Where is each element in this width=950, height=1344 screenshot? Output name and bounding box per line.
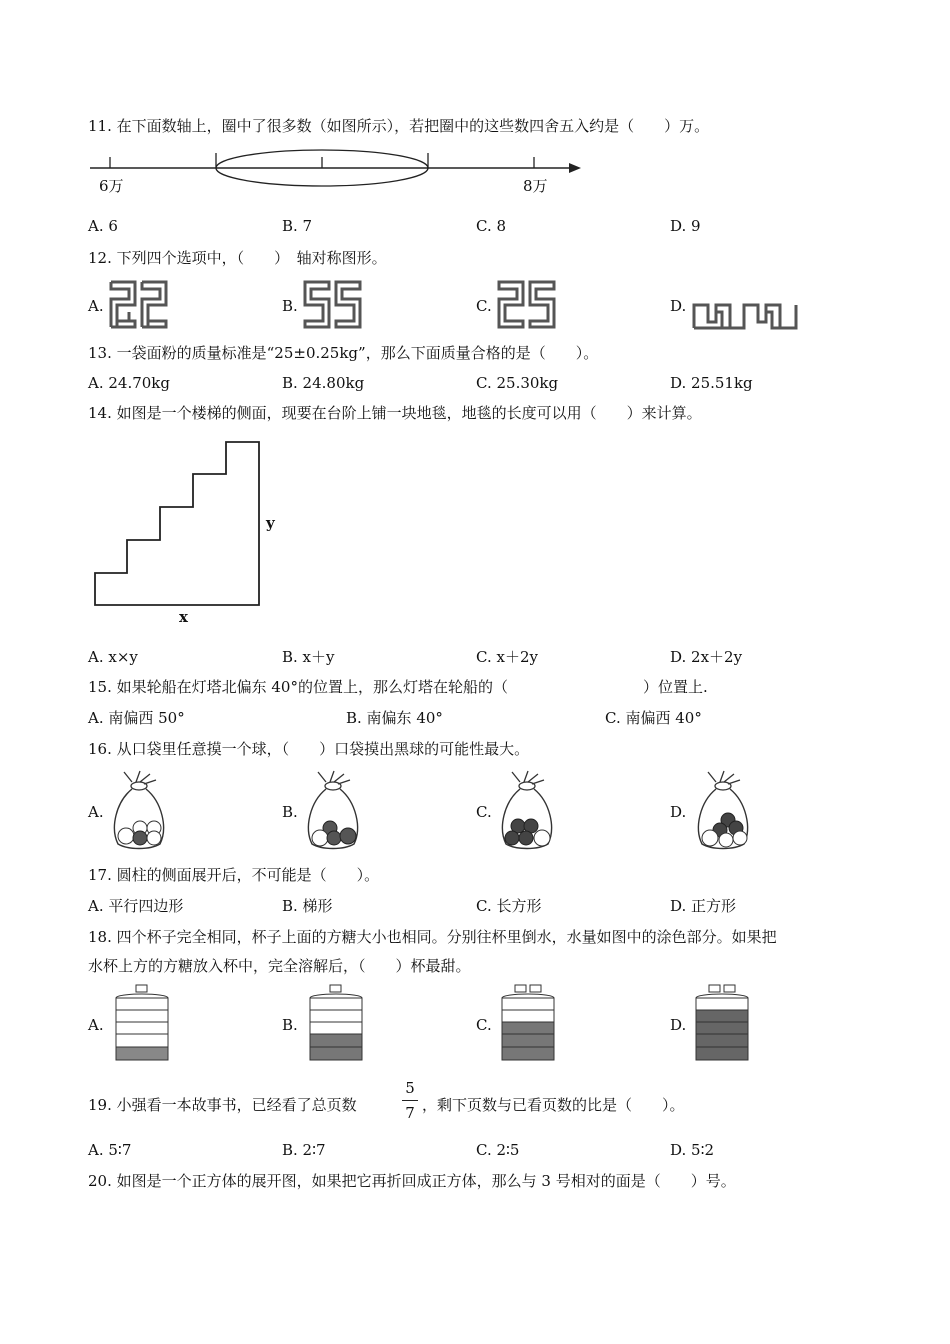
q14-option-a: A. x×y [88, 648, 138, 666]
q11-text: 11. 在下面数轴上，圈中了很多数（如图所示），若把圈中的这些数四舍五入约是（ ）万。 [88, 117, 710, 135]
q16-text: 16. 从口袋里任意摸一个球，（ ）口袋摸出黑球的可能性最大。 [88, 740, 530, 758]
q13-option-a: A. 24.70kg [88, 374, 171, 392]
q15-option-a: A. 南偏西 50° [88, 709, 185, 727]
q19-option-d: D. 5∶2 [670, 1141, 715, 1159]
block-figure-25 [496, 279, 558, 331]
q20-text: 20. 如图是一个正方体的展开图，如果把它再折回成正方体，那么与 3 号相对的面是（ ）号。 [88, 1172, 736, 1190]
q14-option-d: D. 2x＋2y [670, 648, 743, 666]
q12-label-b: B. [282, 297, 298, 315]
q13-option-d: D. 25.51kg [670, 374, 753, 392]
q13-option-b: B. 24.80kg [282, 374, 365, 392]
staircase-figure [94, 440, 264, 608]
cup-figure-c [500, 984, 556, 1064]
q15-option-b: B. 南偏东 40° [346, 709, 443, 727]
bag-figure-c [498, 770, 556, 852]
q16-label-a: A. [88, 803, 104, 821]
axis-right-label: 8万 [523, 177, 548, 195]
q11-option-b: B. 7 [282, 217, 313, 235]
bag-figure-a [110, 770, 168, 852]
q19-fraction-bar [402, 1100, 418, 1101]
q18-text-line1: 18. 四个杯子完全相同，杯子上面的方糖大小也相同。分别往杯里倒水，水量如图中的涂色部分。如果把 [88, 928, 777, 946]
cup-figure-d [694, 984, 750, 1064]
q11-option-a: A. 6 [88, 217, 118, 235]
q19-fraction-denominator: 7 [405, 1104, 415, 1122]
q13-text: 13. 一袋面粉的质量标准是“25±0.25kg”，那么下面质量合格的是（ ）。 [88, 344, 599, 362]
q14-text: 14. 如图是一个楼梯的侧面，现要在台阶上铺一块地毯，地毯的长度可以用（ ）来计算。 [88, 404, 702, 422]
cup-figure-b [308, 984, 364, 1064]
q17-option-c: C. 长方形 [476, 897, 542, 915]
q15-text: 15. 如果轮船在灯塔北偏东 40°的位置上，那么灯塔在轮船的（ ）位置上. [88, 678, 708, 696]
block-figure-55 [302, 279, 364, 331]
q16-label-b: B. [282, 803, 298, 821]
block-figure-22 [108, 279, 170, 331]
bag-figure-d [692, 770, 754, 852]
q17-option-a: A. 平行四边形 [88, 897, 184, 915]
q19-text-before: 19. 小强看一本故事书，已经看了总页数 [88, 1096, 357, 1114]
number-line-figure [88, 145, 588, 200]
q17-option-d: D. 正方形 [670, 897, 737, 915]
q17-option-b: B. 梯形 [282, 897, 333, 915]
q18-label-c: C. [476, 1016, 492, 1034]
q14-option-c: C. x＋2y [476, 648, 538, 666]
q19-text-after: ，剩下页数与已看页数的比是（ ）。 [422, 1096, 685, 1114]
q19-option-b: B. 2∶7 [282, 1141, 326, 1159]
q11-option-d: D. 9 [670, 217, 701, 235]
q12-label-d: D. [670, 297, 687, 315]
staircase-y-label: y [266, 514, 275, 532]
q18-label-b: B. [282, 1016, 298, 1034]
q18-text-line2: 水杯上方的方糖放入杯中，完全溶解后，（ ）杯最甜。 [88, 957, 471, 975]
q18-label-d: D. [670, 1016, 687, 1034]
q13-option-c: C. 25.30kg [476, 374, 559, 392]
staircase-x-label: x [179, 608, 188, 626]
meander-pattern-figure [692, 302, 800, 330]
q17-text: 17. 圆柱的侧面展开后，不可能是（ ）。 [88, 866, 380, 884]
bag-figure-b [304, 770, 362, 852]
cup-figure-a [114, 984, 170, 1064]
q12-label-c: C. [476, 297, 492, 315]
q12-text: 12. 下列四个选项中，（ ） 轴对称图形。 [88, 249, 387, 267]
q14-option-b: B. x＋y [282, 648, 335, 666]
q11-option-c: C. 8 [476, 217, 507, 235]
q15-option-c: C. 南偏西 40° [605, 709, 702, 727]
q19-option-a: A. 5∶7 [88, 1141, 132, 1159]
axis-left-label: 6万 [99, 177, 124, 195]
q19-fraction-numerator: 5 [405, 1079, 415, 1097]
q16-label-d: D. [670, 803, 687, 821]
q18-label-a: A. [88, 1016, 104, 1034]
q19-option-c: C. 2∶5 [476, 1141, 520, 1159]
q12-label-a: A. [88, 297, 104, 315]
q16-label-c: C. [476, 803, 492, 821]
